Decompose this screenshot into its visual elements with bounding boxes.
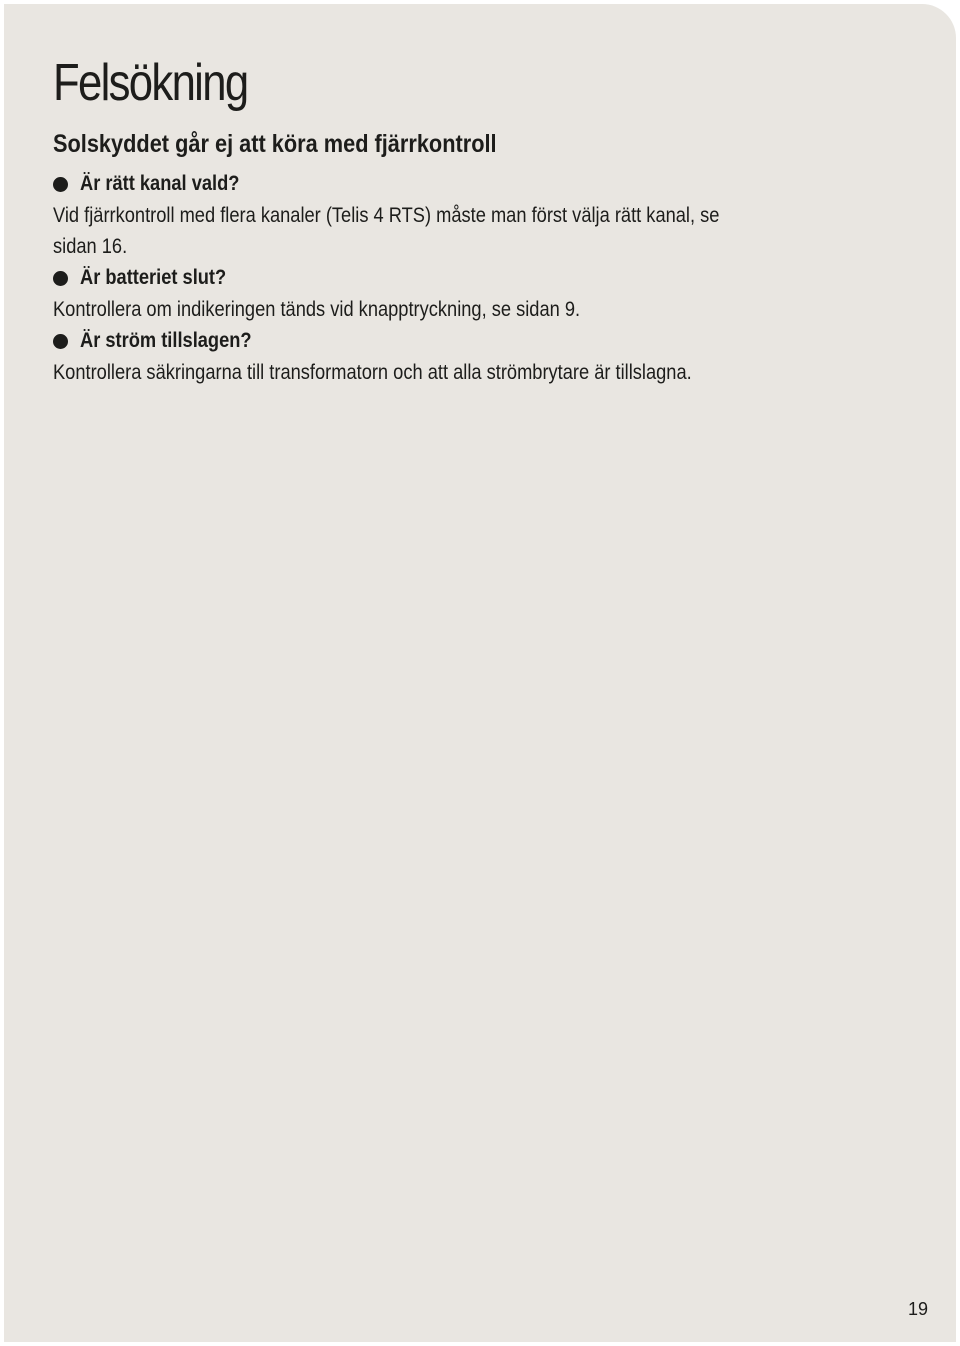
- troubleshoot-question: [53, 262, 913, 294]
- troubleshoot-answer: Kontrollera om indikeringen tänds vid knapptryckning, se sidan 9.: [53, 298, 581, 321]
- page-title: Felsökning: [53, 54, 248, 112]
- troubleshoot-answer: Vid fjärrkontroll med flera kanaler (Telis 4 RTS) måste man först välja rätt kanal, se sidan 16.: [53, 204, 720, 258]
- page-content: [53, 52, 913, 388]
- troubleshoot-question: [53, 168, 913, 200]
- bullet-dot-icon: [53, 271, 68, 286]
- bullet-dot-icon: [53, 177, 68, 192]
- section-heading: Solskyddet går ej att köra med fjärrkontroll: [53, 130, 497, 158]
- page-number: 19: [907, 1299, 928, 1319]
- troubleshoot-item-battery: [53, 262, 913, 325]
- troubleshoot-item-power: [53, 325, 913, 388]
- question-text: Är ström tillslagen?: [80, 329, 252, 352]
- document-page: [4, 4, 956, 1342]
- question-text: Är batteriet slut?: [80, 266, 227, 289]
- troubleshoot-item-channel: [53, 168, 913, 262]
- troubleshoot-question: [53, 325, 913, 357]
- bullet-dot-icon: [53, 334, 68, 349]
- question-text: Är rätt kanal vald?: [80, 172, 240, 195]
- troubleshoot-answer: Kontrollera säkringarna till transformatorn och att alla strömbrytare är tillslagna.: [53, 361, 692, 384]
